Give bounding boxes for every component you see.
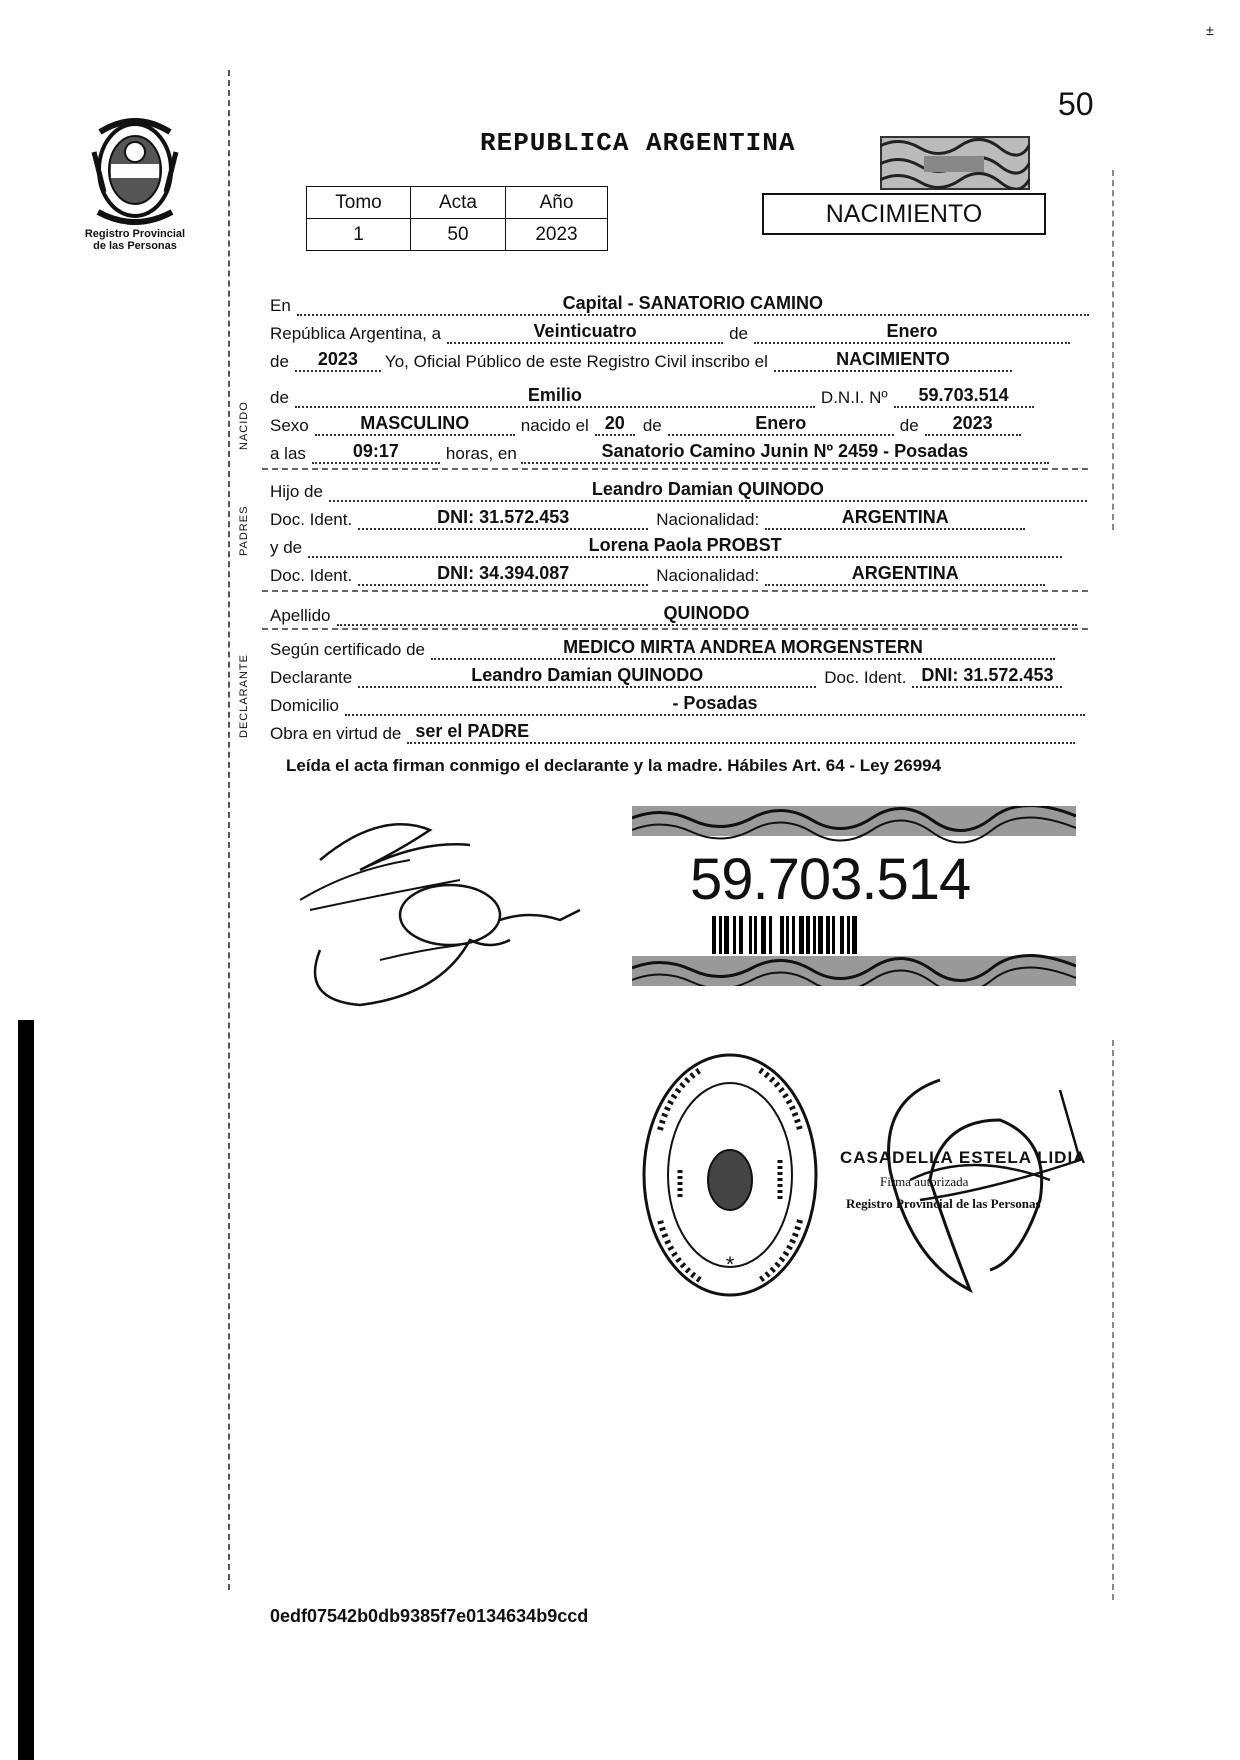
side-label-nacido: NACIDO [238, 401, 250, 450]
header-anio: Año [506, 187, 608, 219]
dots-sexo [315, 413, 515, 436]
side-label-declarante: DECLARANTE [238, 654, 250, 738]
svg-text:*: * [725, 1252, 735, 1277]
header-tomo: Tomo [307, 187, 411, 219]
dots-anio [295, 349, 381, 372]
security-seal-icon [880, 136, 1030, 190]
official-round-seal-icon [640, 1050, 820, 1300]
registrar-organization: Registro Provincial de las Personas [846, 1196, 1041, 1211]
value-mes: Enero [886, 321, 938, 341]
dots-dia [447, 321, 723, 344]
label-nac-de2: de [899, 416, 919, 435]
header-acta: Acta [411, 187, 506, 219]
label-padre-doc: Doc. Ident. [270, 510, 353, 529]
document-title: REPUBLICA ARGENTINA [480, 128, 796, 158]
right-margin-line [1112, 170, 1114, 530]
section-separator [262, 628, 1088, 630]
certificate-type-box: NACIMIENTO [762, 193, 1046, 235]
section-separator [262, 468, 1088, 470]
label-dni: D.N.I. Nº [820, 388, 888, 407]
label-declarante: Declarante [270, 668, 353, 687]
corner-mark: ± [1206, 22, 1214, 38]
dots-padre-doc [358, 507, 648, 530]
value-domicilio: - Posadas [672, 693, 758, 713]
value-hora: 09:17 [352, 441, 399, 461]
row-domicilio [270, 693, 1085, 716]
row-fecha-inscripcion [270, 321, 1070, 344]
row-nombre [270, 385, 1034, 408]
dots-en [297, 293, 1089, 316]
row-apellido [270, 603, 1077, 626]
row-anio-inscripcion [270, 349, 1012, 372]
value-nombre: Emilio [527, 385, 582, 405]
row-declarante [270, 665, 1062, 688]
province-coat-of-arms-icon [80, 112, 190, 230]
scan-edge-shadow [18, 1020, 34, 1760]
acta-table-value-row [307, 219, 608, 251]
value-apellido: QUINODO [663, 603, 750, 623]
row-madre-doc [270, 563, 1045, 586]
acta-table [306, 186, 608, 251]
value-nac-dia: 20 [604, 413, 625, 433]
dots-hora [312, 441, 440, 464]
value-sexo: MASCULINO [360, 413, 470, 433]
row-hijo-de [270, 479, 1087, 502]
right-margin-line-lower [1112, 1040, 1114, 1600]
label-en: En [270, 296, 291, 315]
dots-dni [894, 385, 1034, 408]
dots-padre [329, 479, 1087, 502]
label-sexo: Sexo [270, 416, 309, 435]
label-hijo-de: Hijo de [270, 482, 323, 501]
dots-obra [407, 721, 1075, 744]
dots-declarante-doc [912, 665, 1062, 688]
left-margin-line [228, 70, 230, 1590]
registrar-title: Firma autorizada [880, 1174, 969, 1189]
value-declarante: Leandro Damian QUINODO [471, 665, 704, 685]
value-acta: 50 [411, 219, 506, 251]
value-obra: ser el PADRE [415, 721, 530, 741]
value-padre-nac: ARGENTINA [841, 507, 949, 527]
value-madre-nac: ARGENTINA [851, 563, 959, 583]
row-padre-doc [270, 507, 1025, 530]
value-certificado: MEDICO MIRTA ANDREA MORGENSTERN [563, 637, 923, 657]
label-apellido: Apellido [270, 606, 331, 625]
dots-padre-nac [765, 507, 1025, 530]
label-y-de: y de [270, 538, 303, 557]
dots-nombre [295, 385, 815, 408]
row-madre [270, 535, 1062, 558]
dots-certificado [431, 637, 1055, 660]
label-horas-en: horas, en [445, 444, 517, 463]
dots-nac-anio [925, 413, 1021, 436]
dots-lugar [521, 441, 1049, 464]
barcode-icon [712, 916, 860, 954]
label-padre-nacionalidad: Nacionalidad: [656, 510, 760, 529]
acta-table-header-row [307, 187, 608, 219]
label-obra: Obra en virtud de [270, 724, 402, 743]
value-madre-doc: DNI: 34.394.087 [437, 563, 570, 583]
value-padre: Leandro Damian QUINODO [591, 479, 824, 499]
row-en [270, 293, 1089, 316]
page-number: 50 [1058, 86, 1094, 122]
value-en: Capital - SANATORIO CAMINO [562, 293, 823, 313]
label-madre-nacionalidad: Nacionalidad: [656, 566, 760, 585]
value-anio: 2023 [506, 219, 608, 251]
value-lugar: Sanatorio Camino Junin Nº 2459 - Posadas [601, 441, 969, 461]
row-certificado [270, 637, 1055, 660]
label-inscribo: Yo, Oficial Público de este Registro Civil inscribo el [384, 352, 768, 371]
label-domicilio: Domicilio [270, 696, 339, 715]
document-hash: 0edf07542b0db9385f7e0134634b9ccd [270, 1606, 589, 1626]
value-nac-anio: 2023 [952, 413, 993, 433]
value-nac-mes: Enero [755, 413, 807, 433]
dots-nac-dia [595, 413, 635, 436]
registrar-name: CASADELLA ESTELA LIDIA [840, 1148, 1087, 1167]
dots-nac-mes [668, 413, 894, 436]
section-separator [262, 590, 1088, 592]
row-obra [270, 721, 1075, 744]
value-padre-doc: DNI: 31.572.453 [437, 507, 570, 527]
row-hora [270, 441, 1049, 464]
value-acto: NACIMIENTO [836, 349, 950, 369]
label-de: de [729, 324, 748, 343]
dots-apellido [337, 603, 1077, 626]
label-de2: de [270, 352, 289, 371]
value-dia: Veinticuatro [533, 321, 637, 341]
value-anio: 2023 [317, 349, 358, 369]
label-nacido-el: nacido el [520, 416, 589, 435]
label-hora: a las [270, 444, 306, 463]
legal-note: Leída el acta firman conmigo el declarante y la madre. Hábiles Art. 64 - Ley 26994 [286, 756, 942, 775]
value-declarante-doc: DNI: 31.572.453 [921, 665, 1054, 685]
value-tomo: 1 [307, 219, 411, 251]
label-madre-doc: Doc. Ident. [270, 566, 353, 585]
label-certificado: Según certificado de [270, 640, 425, 659]
value-madre: Lorena Paola PROBST [588, 535, 782, 555]
parents-signatures-icon [260, 800, 620, 1020]
row-sexo [270, 413, 1021, 436]
label-nombre: de [270, 388, 289, 407]
dots-domicilio [345, 693, 1085, 716]
dni-sticker-number: 59.703.514 [690, 847, 971, 912]
label-declarante-doc: Doc. Ident. [824, 668, 907, 687]
dots-madre-doc [358, 563, 648, 586]
dots-madre-nac [765, 563, 1045, 586]
side-label-padres: PADRES [238, 505, 250, 556]
dots-mes [754, 321, 1070, 344]
value-dni: 59.703.514 [918, 385, 1009, 405]
label-republica: República Argentina, a [270, 324, 442, 343]
label-nac-de: de [642, 416, 662, 435]
dots-acto [774, 349, 1012, 372]
dots-madre [308, 535, 1062, 558]
registry-label: Registro Provincial de las Personas [84, 228, 186, 252]
dots-declarante [358, 665, 816, 688]
